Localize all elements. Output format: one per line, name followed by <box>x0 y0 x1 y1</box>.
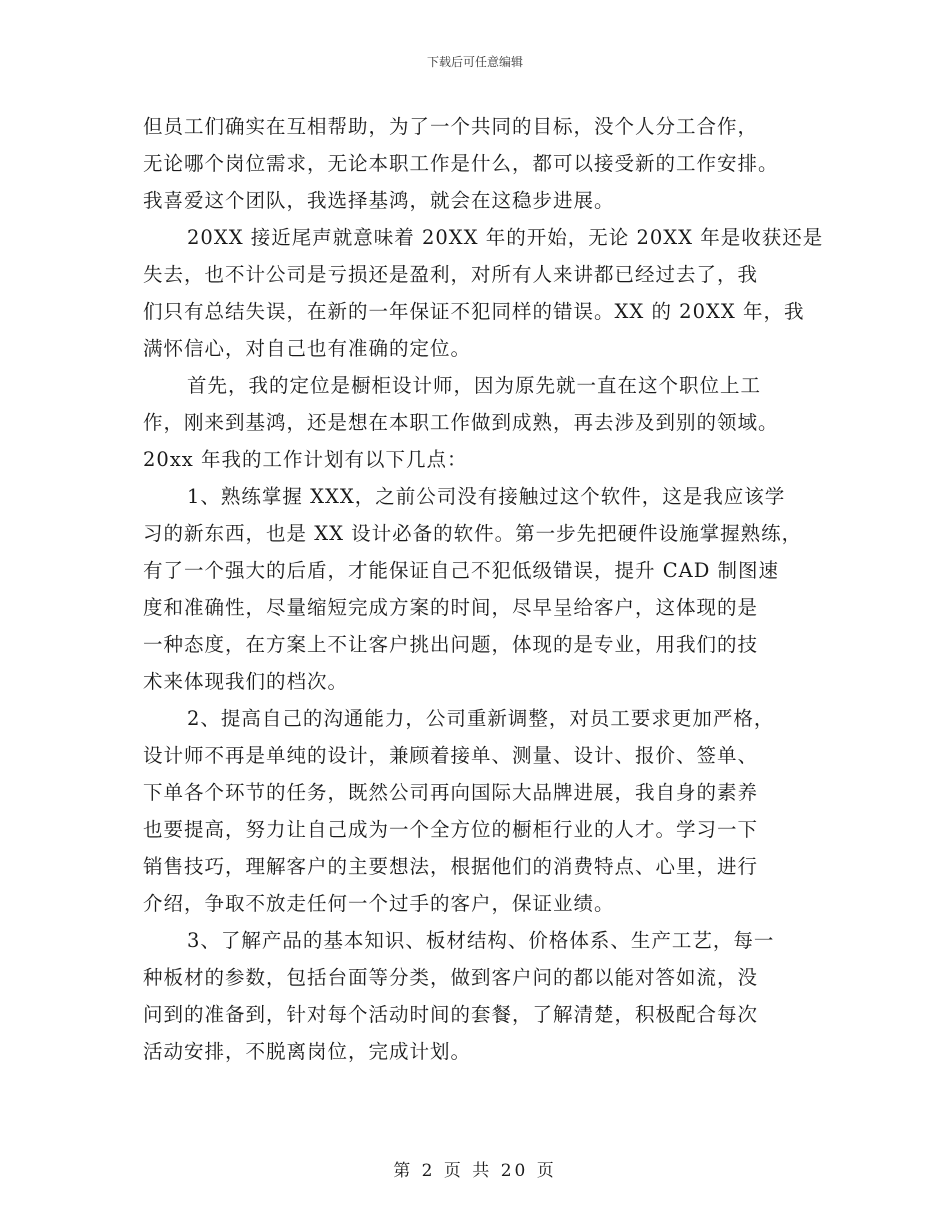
text-line: 销售技巧，理解客户的主要想法，根据他们的消费特点、心里，进行 <box>143 855 759 878</box>
text-line: 有了一个强大的后盾，才能保证自己不犯低级错误，提升 CAD 制图速 <box>143 559 780 582</box>
paragraph-first-line: 2、提高自己的沟通能力，公司重新调整，对员工要求更加严格， <box>187 707 775 730</box>
document-body <box>143 108 824 1070</box>
text-line: 们只有总结失误，在新的一年保证不犯同样的错误。XX 的 20XX 年，我 <box>143 300 805 323</box>
text-line: 下单各个环节的任务，既然公司再向国际大品牌进展，我自身的素养 <box>143 781 759 804</box>
paragraph-first-line: 首先，我的定位是橱柜设计师，因为原先就一直在这个职位上工 <box>187 374 762 397</box>
text-line: 设计师不再是单纯的设计，兼顾着接单、测量、设计、报价、签单、 <box>143 744 759 767</box>
text-line: 满怀信心，对自己也有准确的定位。 <box>143 337 472 360</box>
text-line: 习的新东西，也是 XX 设计必备的软件。第一步先把硬件设施掌握熟练， <box>143 522 803 545</box>
text-line: 活动安排，不脱离岗位，完成计划。 <box>143 1040 472 1063</box>
text-line: 一种态度，在方案上不让客户挑出问题，体现的是专业，用我们的技 <box>143 633 759 656</box>
text-line: 但员工们确实在互相帮助，为了一个共同的目标，没个人分工合作， <box>143 115 759 138</box>
text-line: 20xx 年我的工作计划有以下几点： <box>143 448 468 471</box>
paragraph-first-line: 1、熟练掌握 XXX，之前公司没有接触过这个软件，这是我应该学 <box>187 485 786 508</box>
text-line: 我喜爱这个团队，我选择基鸿，就会在这稳步进展。 <box>143 189 615 212</box>
text-line: 介绍，争取不放走任何一个过手的客户，保证业绩。 <box>143 892 615 915</box>
paragraph-first-line: 20XX 接近尾声就意味着 20XX 年的开始，无论 20XX 年是收获还是 <box>187 226 824 249</box>
text-line: 度和准确性，尽量缩短完成方案的时间，尽早呈给客户，这体现的是 <box>143 596 759 619</box>
text-line: 问到的准备到，针对每个活动时间的套餐，了解清楚，积极配合每次 <box>143 1003 759 1026</box>
text-line: 失去，也不计公司是亏损还是盈利，对所有人来讲都已经过去了，我 <box>143 263 759 286</box>
text-line: 无论哪个岗位需求，无论本职工作是什么，都可以接受新的工作安排。 <box>143 152 779 175</box>
page-header-note: 下载后可任意编辑 <box>426 55 523 69</box>
text-line: 术来体现我们的档次。 <box>143 670 349 693</box>
text-line: 也要提高，努力让自己成为一个全方位的橱柜行业的人才。学习一下 <box>143 818 759 841</box>
page-number-footer: 第 2 页 共 20 页 <box>393 1161 557 1181</box>
text-line: 作，刚来到基鸿，还是想在本职工作做到成熟，再去涉及到别的领域。 <box>143 411 779 434</box>
text-line: 种板材的参数，包括台面等分类，做到客户问的都以能对答如流，没 <box>143 966 759 989</box>
paragraph-first-line: 3、了解产品的基本知识、板材结构、价格体系、生产工艺，每一 <box>187 929 775 952</box>
